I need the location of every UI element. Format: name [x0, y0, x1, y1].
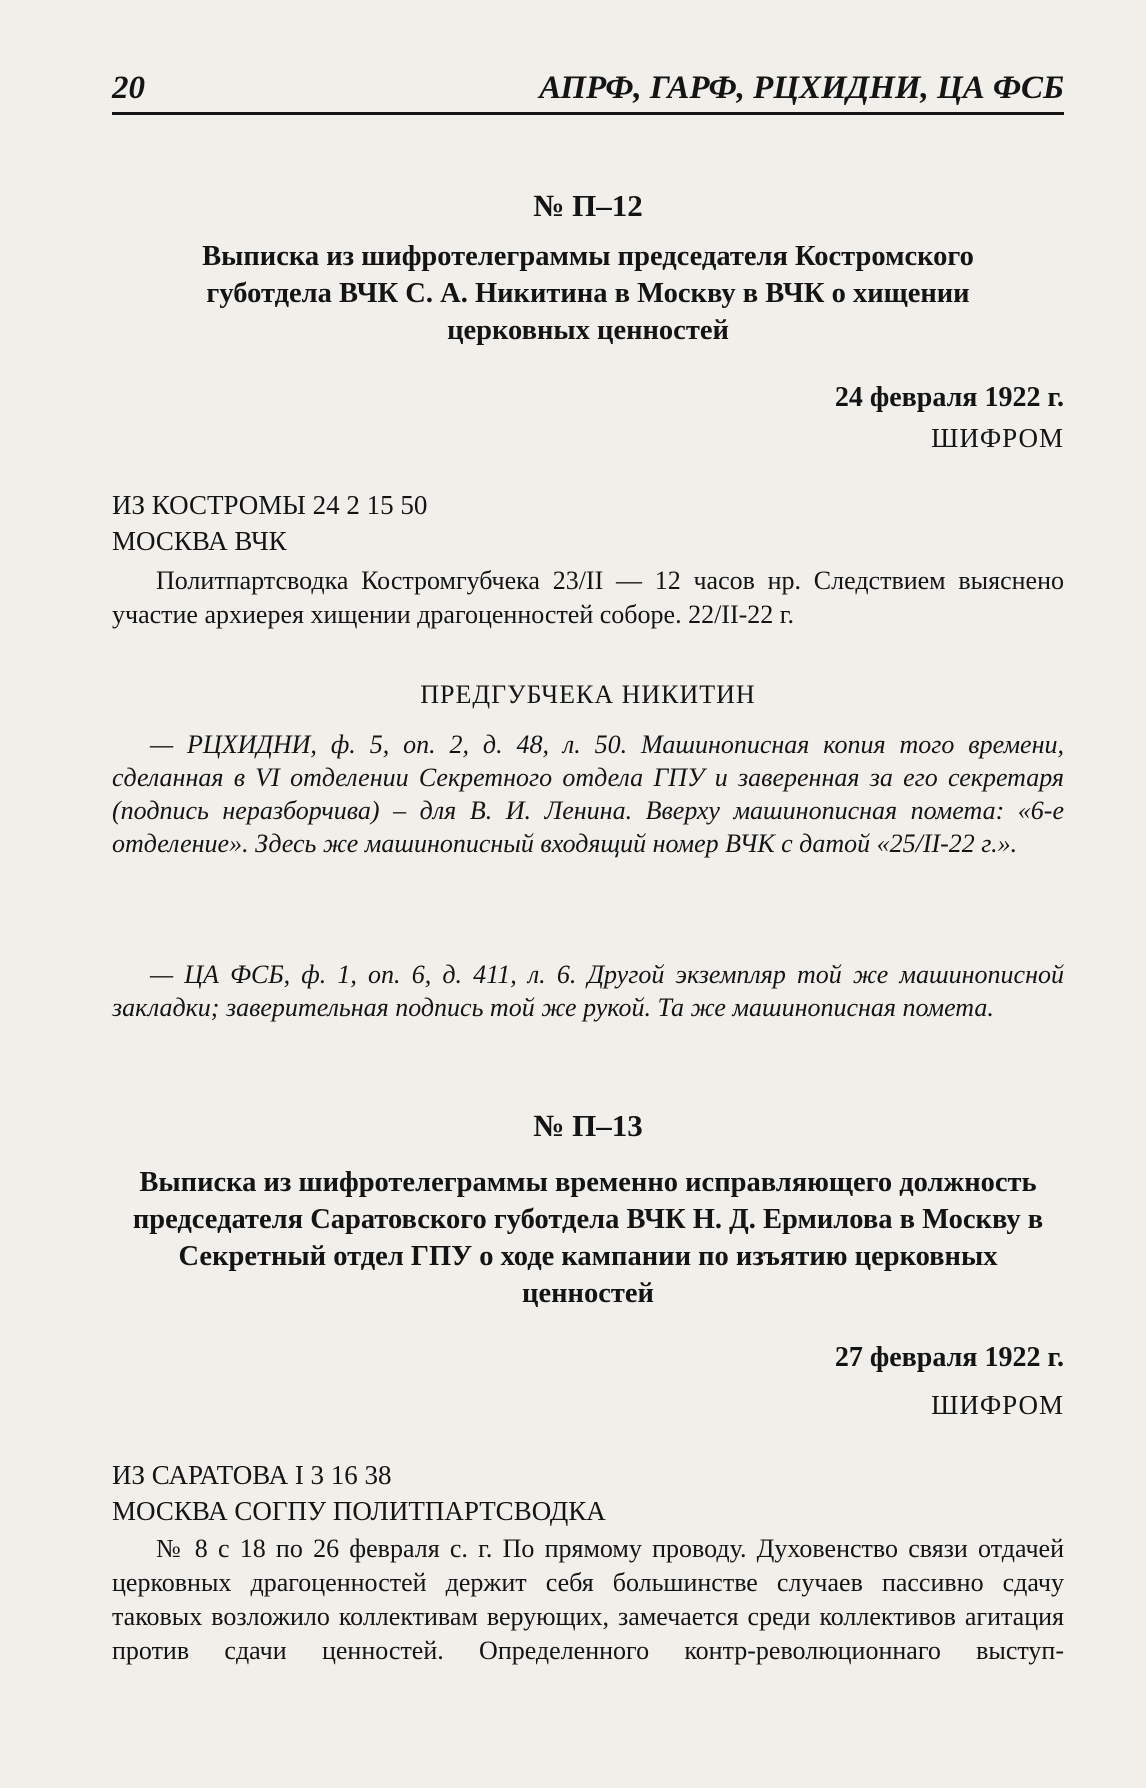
doc13-to: МОСКВА СОГПУ ПОЛИТПАРТСВОДКА — [112, 1496, 606, 1526]
doc12-body: Политпартсводка Костромгубчека 23/II — 12 часов нр. Следствием выяснено участие архиерея хищении драгоценностей соборе. 22/II-22 г. — [112, 566, 1064, 629]
doc12-archive-note-1: — РЦХИДНИ, ф. 5, оп. 2, д. 48, л. 50. Машинописная копия того времени, сделанная в VI отделении Секретного отдела ГПУ и заверенная за его секретаря (подпись неразборчива) – для В. И. Ленина. Вверху машинописная помета: «6-е отделение». Здесь же машинописный входящий номер ВЧК с датой «25/II-22 г.». — [112, 730, 1064, 858]
doc12-date: 24 февраля 1922 г. — [834, 382, 1064, 413]
doc12-from: ИЗ КОСТРОМЫ 24 2 15 50 — [112, 490, 428, 520]
doc12-number: № П–12 — [533, 188, 643, 223]
doc13-from: ИЗ САРАТОВА I 3 16 38 — [112, 1460, 392, 1490]
doc13-cipher-mark: ШИФРОМ — [931, 1390, 1064, 1420]
doc12-to: МОСКВА ВЧК — [112, 526, 287, 556]
doc13-date: 27 февраля 1922 г. — [834, 1342, 1064, 1373]
doc12-cipher-mark: ШИФРОМ — [931, 423, 1064, 453]
doc12-signature: ПРЕДГУБЧЕКА НИКИТИН — [420, 680, 756, 709]
doc13-body: № 8 с 18 по 26 февраля с. г. По прямому проводу. Духовенство связи отдачей церковных драгоценностей держит себя большинстве случаев пассивно сдачу таковых возложило коллективам верующих, замечается среди коллективов агитация против сдачи ценностей. Определенного контр-революционнаго выступ- — [112, 1534, 1064, 1665]
doc13-number: № П–13 — [533, 1108, 643, 1143]
page-number: 20 — [112, 70, 145, 106]
header-rule — [112, 112, 1064, 115]
archive-list: АПРФ, ГАРФ, РЦХИДНИ, ЦА ФСБ — [539, 70, 1064, 106]
doc12-archive-note-2: — ЦА ФСБ, ф. 1, оп. 6, д. 411, л. 6. Другой экземпляр той же машинописной закладки; заверительная подпись той же рукой. Та же машинописная помета. — [112, 960, 1064, 1022]
doc12-title: Выписка из шифротелеграммы председателя Костромского губотдела ВЧК С. А. Никитина в Москву в ВЧК о хищении церковных ценностей — [202, 241, 974, 346]
doc13-title: Выписка из шифротелеграммы временно исправляющего должность председателя Саратовского губотдела ВЧК Н. Д. Ермилова в Москву в Секретный отдел ГПУ о ходе кампании по изъятию церковных ценностей — [132, 1167, 1044, 1309]
